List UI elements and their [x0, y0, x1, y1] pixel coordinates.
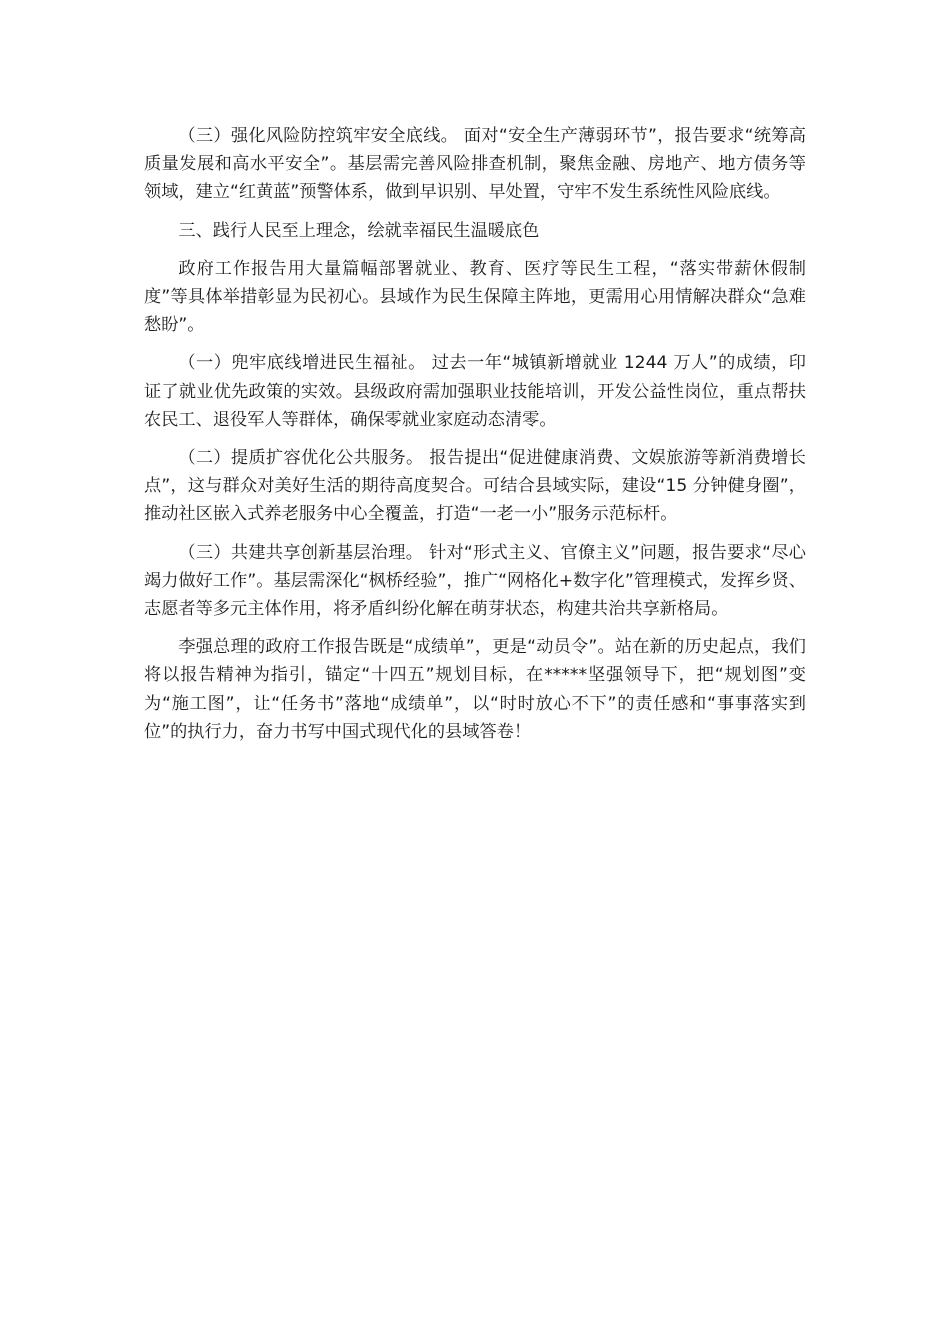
paragraph-livelihood-intro: 政府工作报告用大量篇幅部署就业、教育、医疗等民生工程，“落实带薪休假制度”等具体举措彰显为民初心。县域作为民生保障主阵地，更需用心用情解决群众“急难愁盼”。: [144, 258, 806, 336]
paragraph-conclusion: 李强总理的政府工作报告既是“成绩单”，更是“动员令”。站在新的历史起点，我们将以报告精神为指引，锚定“十四五”规划目标，在*****坚强领导下，把“规划图”变为“施工图”，让“任务书”落地“成绩单”，以“时时放心不下”的责任感和“事事落实到位”的执行力，奋力书写中国式现代化的县域答卷！: [144, 637, 806, 742]
paragraph-risk-control: （三）强化风险防控筑牢安全底线。 面对“安全生产薄弱环节”，报告要求“统筹高质量发展和高水平安全”。基层需完善风险排查机制，聚焦金融、房地产、地方债务等领域，建立“红黄蓝”预警体系，做到早识别、早处置，守牢不发生系统性风险底线。: [144, 126, 806, 203]
paragraph-grassroots-governance: （三）共建共享创新基层治理。 针对“形式主义、官僚主义”问题，报告要求“尽心竭力做好工作”。基层需深化“枫桥经验”，推广“网格化+数字化”管理模式，发挥乡贤、志愿者等多元主体作用，将矛盾纠纷化解在萌芽状态，构建共治共享新格局。: [144, 542, 806, 620]
paragraph-public-services: （二）提质扩容优化公共服务。 报告提出“促进健康消费、文娱旅游等新消费增长点”，这与群众对美好生活的期待高度契合。可结合县域实际，建设“15 分钟健身圈”，推动社区嵌入式养老服务中心全覆盖，打造“一老一小”服务示范标杆。: [144, 448, 806, 525]
paragraph-employment: （一）兜牢底线增进民生福祉。 过去一年“城镇新增就业 1244 万人”的成绩，印证了就业优先政策的实效。县级政府需加强职业技能培训，开发公益性岗位，重点帮扶农民工、退役军人等群体，确保零就业家庭动态清零。: [144, 353, 806, 430]
document-body: [144, 122, 806, 756]
section-heading-livelihood: 三、践行人民至上理念，绘就幸福民生温暖底色: [178, 220, 540, 241]
